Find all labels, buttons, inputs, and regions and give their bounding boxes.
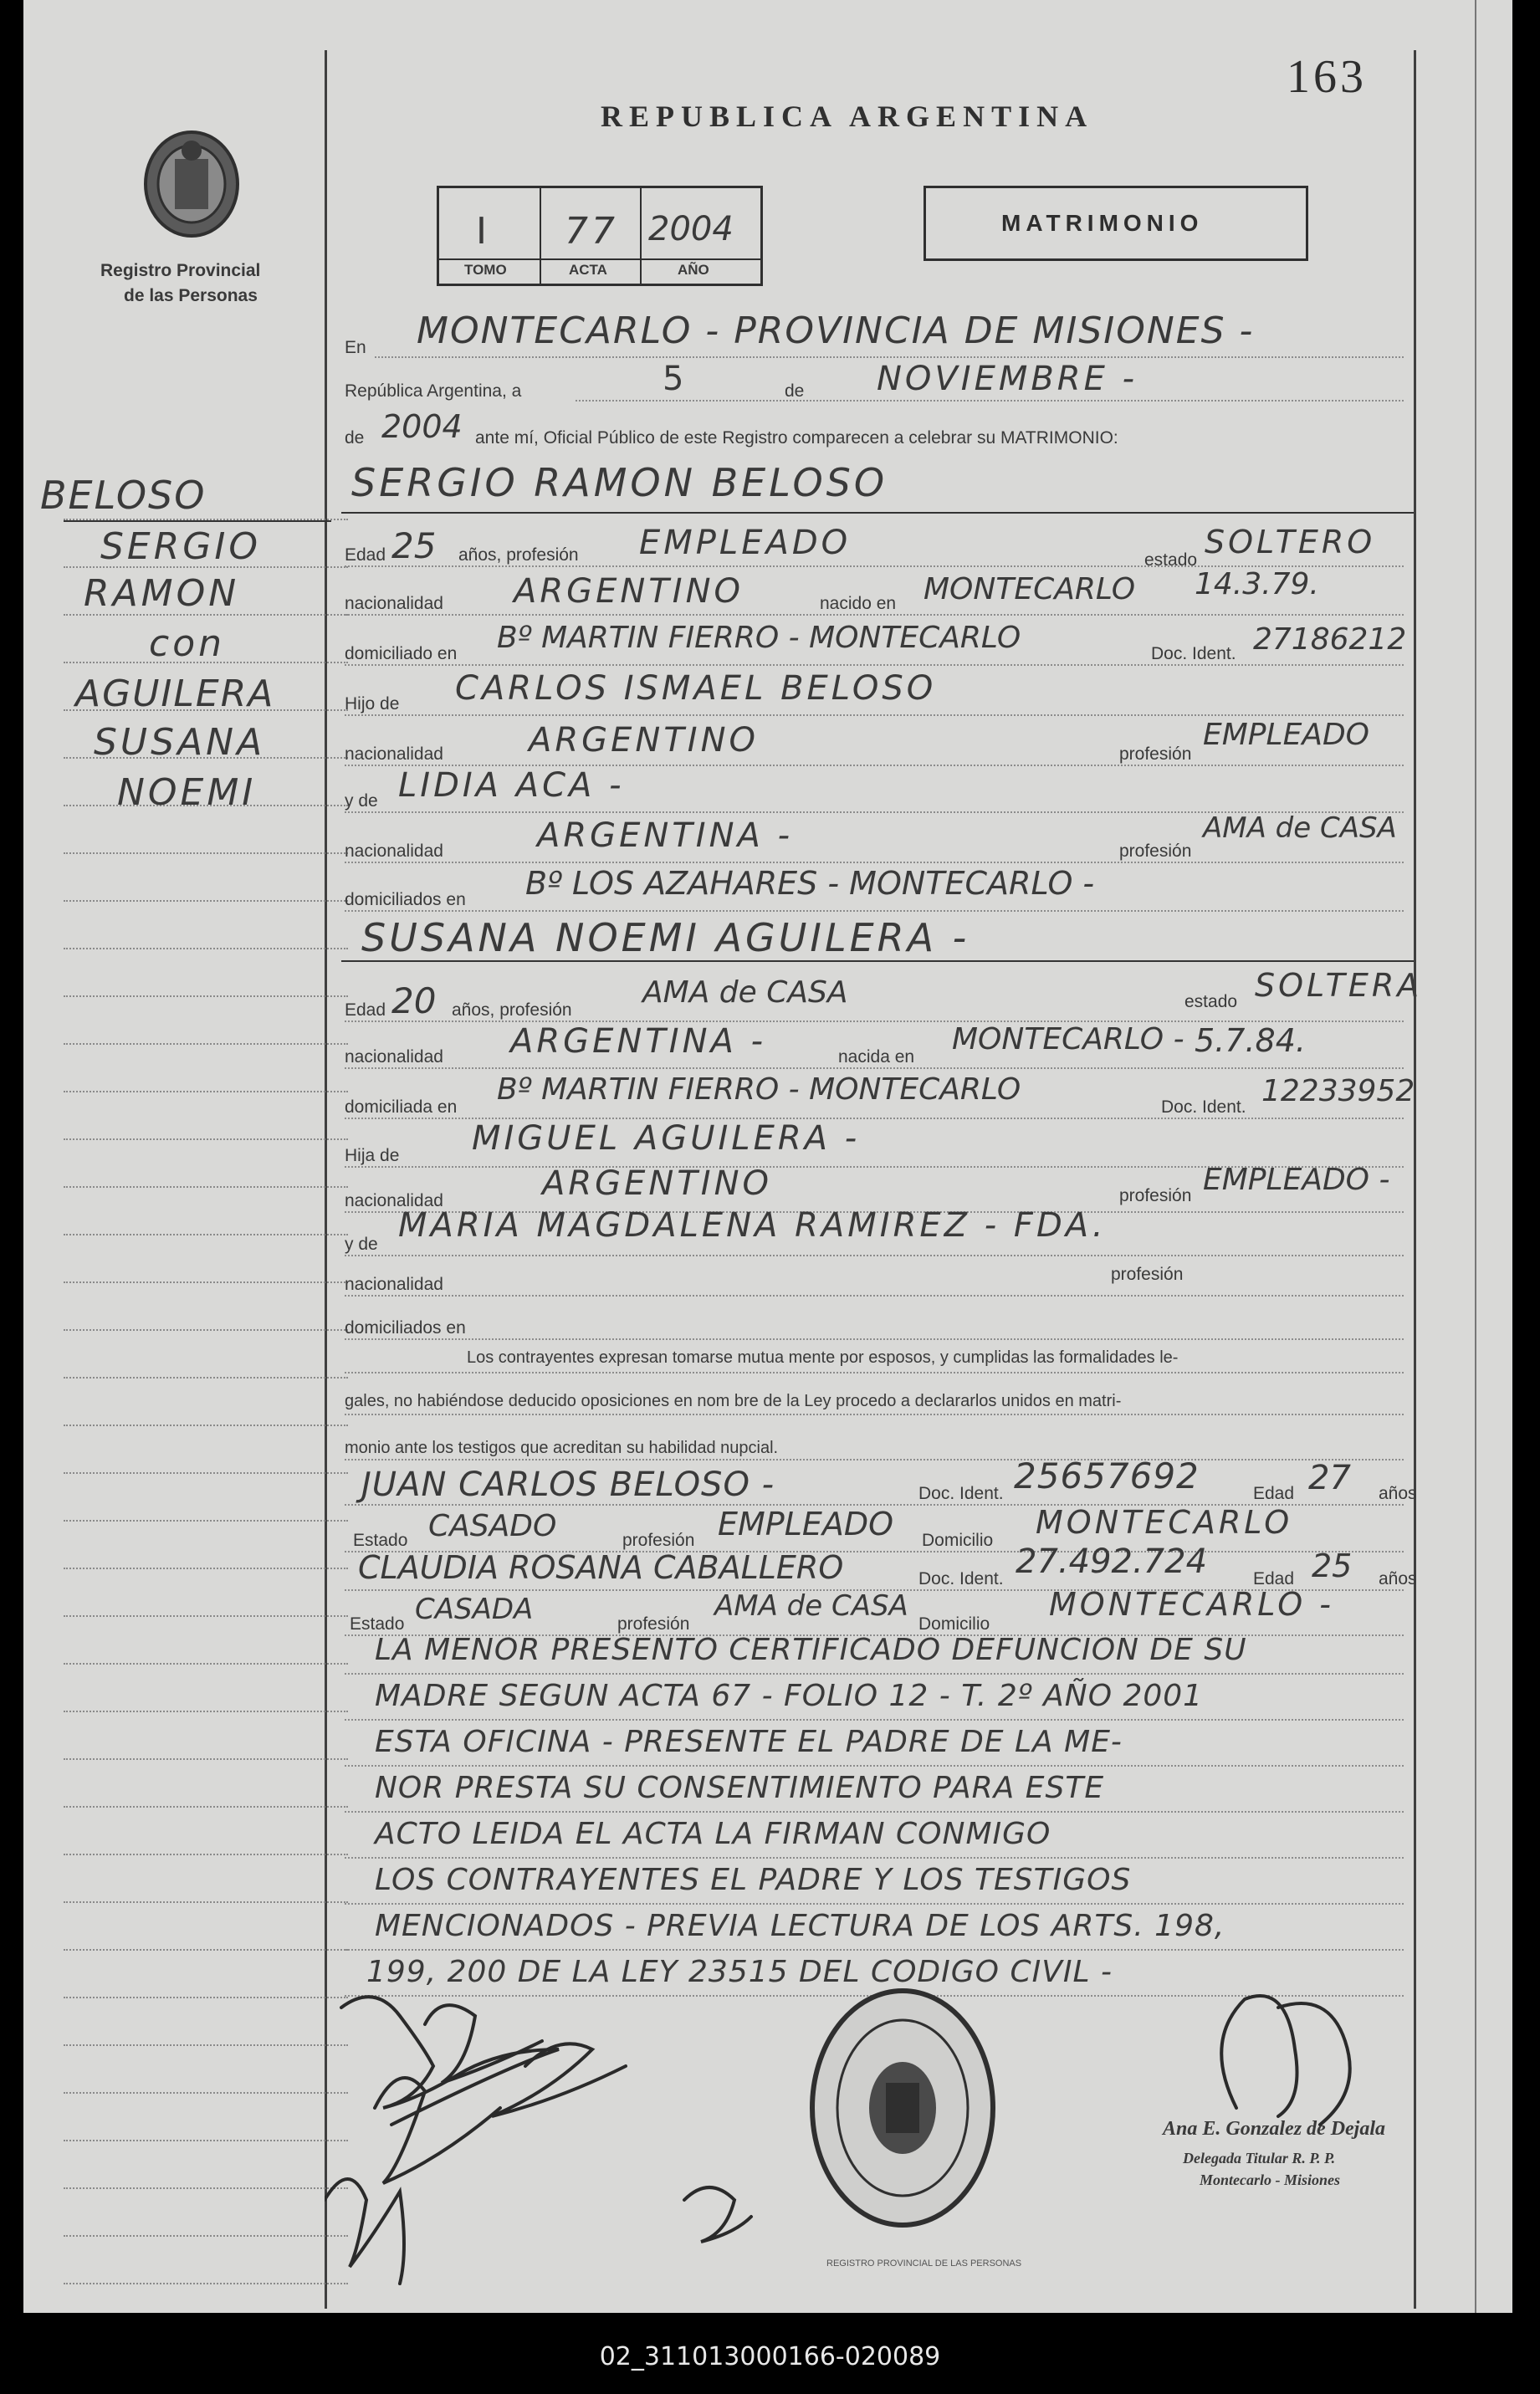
note-rule: [345, 1811, 1404, 1813]
left-rule: [64, 2283, 348, 2284]
left-rule: [64, 1329, 348, 1331]
left-rule: [64, 2187, 348, 2189]
label-ante-mi: ante mí, Oficial Público de este Registro comparecen a celebrar su MATRIMONIO:: [475, 428, 1118, 448]
label-estado-testigo2: Estado: [350, 1614, 405, 1634]
official-place: Montecarlo - Misiones: [1200, 2171, 1341, 2188]
label-domiciliado-en: domiciliado en: [345, 644, 458, 663]
margin-note-line-4: con: [149, 622, 225, 665]
page-number: 163: [1287, 51, 1367, 103]
hw-novio-padre-profesion: EMPLEADO: [1203, 718, 1370, 752]
label-y-de-novio: y de: [345, 791, 378, 811]
hw-novia-domicilio: Bº MARTIN FIERRO - MONTECARLO: [497, 1072, 1021, 1107]
label-nacida-en: nacida en: [838, 1047, 915, 1067]
margin-note-line-6: SUSANA: [94, 721, 266, 764]
label-nacionalidad-madre-novio: nacionalidad: [345, 841, 443, 861]
hw-mes: NOVIEMBRE -: [877, 360, 1138, 398]
hw-testigo1-domicilio: MONTECARLO: [1036, 1504, 1293, 1541]
hw-testigo1-nombre: JUAN CARLOS BELOSO -: [361, 1466, 775, 1504]
note-line: NOR PRESTA SU CONSENTIMIENTO PARA ESTE: [375, 1771, 1105, 1805]
label-edad-testigo1: Edad: [1253, 1484, 1295, 1503]
footer-id: 02_311013000166-020089: [599, 2342, 941, 2371]
label-hijo-de: Hijo de: [345, 694, 400, 714]
note-rule: [345, 1765, 1404, 1767]
hw-novia-fecha: 5.7.84.: [1195, 1022, 1306, 1059]
margin-note-line-3: RAMON: [84, 572, 240, 615]
hw-novio-nacido-en: MONTECARLO: [923, 572, 1136, 606]
left-rule: [64, 1568, 348, 1569]
label-nacionalidad-padre-novia: nacionalidad: [345, 1191, 443, 1210]
hw-novio-estado: SOLTERO: [1205, 524, 1376, 560]
hw-lugar: MONTECARLO - PROVINCIA DE MISIONES -: [417, 309, 1255, 352]
hw-novio-nombre: SERGIO RAMON BELOSO: [351, 460, 888, 505]
hw-testigo1-profesion: EMPLEADO: [718, 1506, 894, 1542]
hw-novio-padres-domicilio: Bº LOS AZAHARES - MONTECARLO -: [525, 865, 1095, 902]
hw-testigo1-edad: 27: [1308, 1459, 1351, 1497]
note-rule: [345, 1719, 1404, 1721]
hw-novio-doc: 27186212: [1253, 622, 1407, 657]
hw-testigo2-doc: 27.492.724: [1016, 1542, 1208, 1581]
reference-box: [437, 186, 763, 286]
hw-testigo2-estado: CASADA: [415, 1593, 534, 1626]
note-rule: [345, 1903, 1404, 1905]
label-estado-novia: estado: [1184, 992, 1238, 1011]
label-profesion-testigo1: profesión: [622, 1531, 695, 1550]
hw-testigo2-profesion: AMA de CASA: [714, 1589, 908, 1623]
note-line: LA MENOR PRESENTO CERTIFICADO DEFUNCION DE SU: [375, 1633, 1247, 1667]
seal-text: REGISTRO PROVINCIAL DE LAS PERSONAS: [826, 2258, 1022, 2269]
text-contrayentes-3: monio ante los testigos que acreditan su habilidad nupcial.: [345, 1439, 779, 1457]
label-de-year: de: [345, 428, 365, 448]
label-domicilio-testigo2: Domicilio: [918, 1614, 990, 1634]
left-rule: [64, 2092, 348, 2094]
label-anos-profesion-novia: años, profesión: [452, 1000, 572, 1020]
note-rule: [345, 1857, 1404, 1859]
label-anos-profesion-novio: años, profesión: [458, 545, 579, 565]
margin-note-underline: [64, 520, 331, 522]
left-rule: [64, 1711, 348, 1712]
left-rule: [64, 1520, 348, 1522]
hw-novia-doc: 12233952: [1261, 1074, 1415, 1108]
hw-novia-nombre: SUSANA NOEMI AGUILERA -: [361, 915, 970, 960]
left-rule: [64, 1043, 348, 1045]
label-anos-testigo1: años: [1379, 1484, 1417, 1503]
label-doc-ident-novia: Doc. Ident.: [1161, 1097, 1246, 1117]
note-line: 199, 200 DE LA LEY 23515 DEL CODIGO CIVIL -: [366, 1955, 1113, 1989]
margin-note-line-2: SERGIO: [100, 525, 262, 568]
hw-novio-madre: LIDIA ACA -: [398, 766, 625, 805]
right-border-2: [1475, 0, 1476, 2313]
label-edad-novia: Edad: [345, 1000, 386, 1020]
margin-note-line-5: AGUILERA: [75, 673, 275, 715]
hw-novia-padre-profesion: EMPLEADO -: [1203, 1163, 1390, 1197]
tomo-value: I: [476, 210, 490, 253]
note-line: ACTO LEIDA EL ACTA LA FIRMAN CONMIGO: [375, 1817, 1051, 1851]
label-estado-novio: estado: [1144, 550, 1198, 570]
left-rule: [64, 900, 348, 902]
label-edad-testigo2: Edad: [1253, 1569, 1295, 1588]
label-nacionalidad-novio: nacionalidad: [345, 594, 443, 613]
signatures-icon: [325, 1974, 843, 2292]
right-border: [1414, 50, 1416, 2309]
label-de-mes: de: [785, 381, 805, 401]
left-rule: [64, 1472, 348, 1474]
label-doc-ident-novio: Doc. Ident.: [1151, 644, 1236, 663]
text-contrayentes-1: Los contrayentes expresan tomarse mutua mente por esposos, y cumplidas las formalidades le-: [467, 1348, 1179, 1367]
hw-novio-fecha: 14.3.79.: [1195, 567, 1319, 601]
hw-novio-padre: CARLOS ISMAEL BELOSO: [455, 669, 937, 708]
hw-testigo1-estado: CASADO: [428, 1509, 557, 1543]
hw-novio-madre-nacionalidad: ARGENTINA -: [537, 816, 794, 855]
label-profesion-madre-novio: profesión: [1119, 841, 1192, 861]
label-profesion-padre-novia: profesión: [1119, 1186, 1192, 1205]
label-domicilio-testigo1: Domicilio: [922, 1531, 994, 1550]
left-rule: [64, 1997, 348, 1998]
label-nacionalidad-madre-novia: nacionalidad: [345, 1275, 443, 1294]
label-profesion-padre-novio: profesión: [1119, 744, 1192, 764]
left-rule: [64, 2044, 348, 2046]
hw-novia-profesion: AMA de CASA: [642, 975, 848, 1010]
label-y-de-novia: y de: [345, 1235, 378, 1254]
label-hija-de: Hija de: [345, 1146, 400, 1165]
tomo-label: TOMO: [464, 262, 507, 278]
hw-novia-madre: MARIA MAGDALENA RAMIREZ - FDA.: [398, 1206, 1107, 1245]
hw-novia-padre-nacionalidad: ARGENTINO: [542, 1164, 772, 1203]
left-rule: [64, 1091, 348, 1092]
anio-label: AÑO: [678, 262, 709, 278]
record-type-box: [923, 186, 1308, 261]
label-domiciliados-en-novio: domiciliados en: [345, 890, 466, 909]
anio-value: 2004: [648, 210, 734, 248]
hw-testigo2-domicilio: MONTECARLO -: [1049, 1586, 1334, 1623]
hw-dia: 5: [663, 360, 688, 398]
left-rule: [64, 1234, 348, 1235]
left-rule: [64, 1758, 348, 1760]
left-rule: [64, 1615, 348, 1617]
hw-novia-nacionalidad: ARGENTINA -: [510, 1022, 767, 1061]
acta-label: ACTA: [569, 262, 607, 278]
label-profesion-testigo2: profesión: [617, 1614, 690, 1634]
official-name: Ana E. Gonzalez de Dejala: [1163, 2118, 1386, 2140]
registry-line-2: de las Personas: [124, 286, 258, 305]
label-domiciliada-en: domiciliada en: [345, 1097, 458, 1117]
label-doc-testigo2: Doc. Ident.: [918, 1569, 1004, 1588]
label-edad-novio: Edad: [345, 545, 386, 565]
note-rule: [345, 1949, 1404, 1951]
label-nacionalidad-novia: nacionalidad: [345, 1047, 443, 1067]
hw-novia-edad: 20: [391, 980, 437, 1021]
left-rule: [64, 2235, 348, 2237]
hw-anio: 2004: [381, 408, 463, 445]
hw-novio-nacionalidad: ARGENTINO: [514, 572, 744, 611]
left-rule: [64, 1281, 348, 1283]
text-contrayentes-2: gales, no habiéndose deducido oposiciones en nom bre de la Ley procedo a declararlos unidos en matri-: [345, 1392, 1122, 1410]
hw-testigo2-edad: 25: [1312, 1547, 1353, 1584]
registry-line-1: Registro Provincial: [100, 261, 261, 280]
record-type: MATRIMONIO: [1001, 210, 1204, 236]
label-domiciliados-en-novia: domiciliados en: [345, 1318, 466, 1338]
label-nacionalidad-padre-novio: nacionalidad: [345, 744, 443, 764]
hw-testigo2-nombre: CLAUDIA ROSANA CABALLERO: [358, 1549, 844, 1586]
label-nacido-en: nacido en: [820, 594, 897, 613]
label-estado-testigo1: Estado: [353, 1531, 408, 1550]
note-line: MENCIONADOS - PREVIA LECTURA DE LOS ARTS. 198,: [375, 1909, 1225, 1943]
left-rule: [64, 995, 348, 997]
note-line: MADRE SEGUN ACTA 67 - FOLIO 12 - T. 2º AÑO 2001: [375, 1679, 1204, 1713]
country-heading: REPUBLICA ARGENTINA: [601, 100, 1094, 133]
margin-note-line-7: NOEMI: [117, 771, 257, 814]
left-rule: [64, 948, 348, 949]
hw-testigo1-doc: 25657692: [1014, 1455, 1200, 1496]
left-rule: [64, 1425, 348, 1426]
label-doc-testigo1: Doc. Ident.: [918, 1484, 1004, 1503]
hw-novio-padre-nacionalidad: ARGENTINO: [529, 721, 759, 760]
left-rule: [64, 1377, 348, 1379]
note-rule: [345, 1673, 1404, 1675]
hw-novia-padre: MIGUEL AGUILERA -: [472, 1119, 861, 1158]
coat-of-arms-icon: [137, 125, 246, 243]
note-line: ESTA OFICINA - PRESENTE EL PADRE DE LA ME-: [375, 1725, 1123, 1759]
hw-novio-madre-profesion: AMA de CASA: [1203, 811, 1397, 845]
hw-novia-nacida-en: MONTECARLO -: [952, 1022, 1184, 1056]
left-rule: [64, 1806, 348, 1808]
note-line: LOS CONTRAYENTES EL PADRE Y LOS TESTIGOS: [375, 1863, 1132, 1897]
official-seal-icon: [806, 1982, 999, 2233]
official-title: Delegada Titular R. P. P.: [1183, 2150, 1336, 2166]
label-republica: República Argentina, a: [345, 381, 522, 401]
margin-note-line-1: BELOSO: [40, 473, 207, 518]
left-rule: [64, 1663, 348, 1665]
hw-novio-domicilio: Bº MARTIN FIERRO - MONTECARLO: [497, 621, 1021, 655]
left-rule: [64, 2140, 348, 2141]
hw-novio-profesion: EMPLEADO: [639, 524, 852, 562]
left-rule: [64, 852, 348, 854]
left-rule: [64, 1949, 348, 1951]
official-signature-icon: [1186, 1982, 1387, 2133]
left-rule: [64, 1854, 348, 1855]
acta-value: 77: [565, 210, 618, 253]
hw-novio-edad: 25: [391, 525, 437, 566]
label-profesion-madre-novia: profesión: [1111, 1265, 1184, 1284]
hw-novia-estado: SOLTERA: [1255, 967, 1423, 1004]
label-anos-testigo2: años: [1379, 1569, 1417, 1588]
left-rule: [64, 1138, 348, 1140]
left-rule: [64, 1901, 348, 1903]
label-en: En: [345, 338, 366, 357]
left-column-rule: [325, 50, 327, 2309]
left-rule: [64, 1186, 348, 1188]
record-page: [23, 0, 1512, 2313]
